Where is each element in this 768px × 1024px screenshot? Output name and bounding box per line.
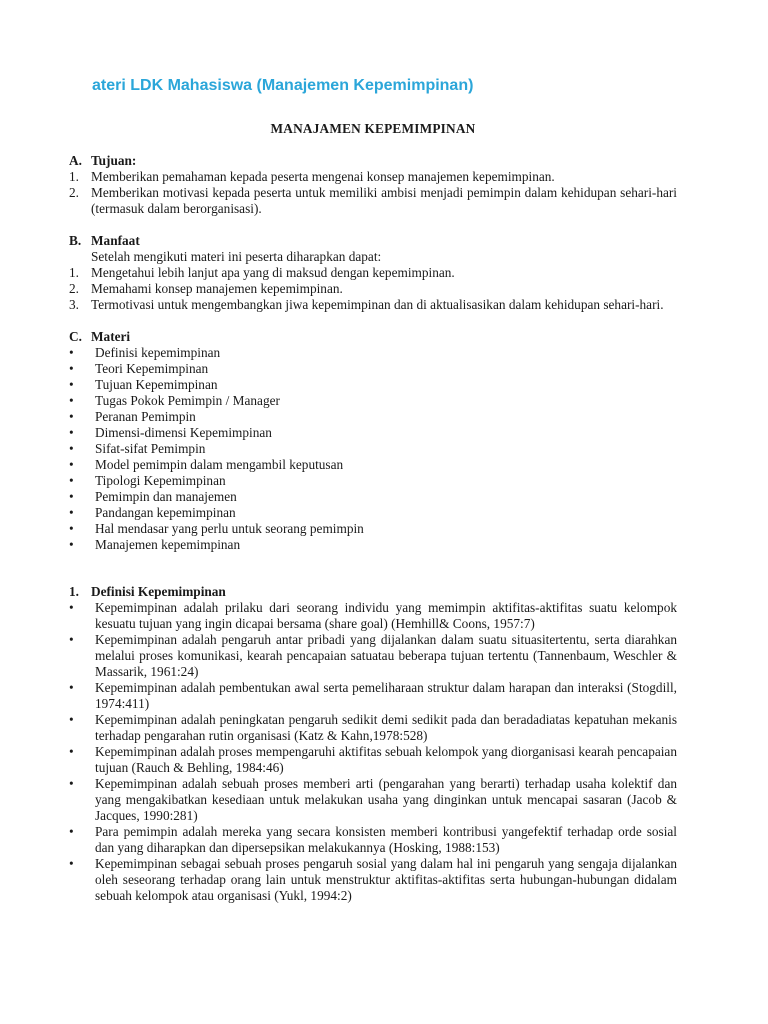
definition-text: Kepemimpinan adalah peningkatan pengaruh sedikit demi sedikit pada dan beradadiatas kepatuhan mekanis terhadap pengarahan rutin organisasi (Katz & Kahn,1978:528) xyxy=(95,712,677,743)
list-text: Teori Kepemimpinan xyxy=(95,361,209,376)
section-c-list xyxy=(69,345,677,553)
list-item xyxy=(69,169,677,185)
list-text: Definisi kepemimpinan xyxy=(95,345,221,360)
list-item xyxy=(69,521,677,537)
list-item xyxy=(69,297,677,313)
section-a-list xyxy=(69,169,677,217)
section-c-heading xyxy=(69,329,677,345)
list-item xyxy=(69,361,677,377)
list-text: Dimensi-dimensi Kepemimpinan xyxy=(95,425,272,440)
list-item xyxy=(69,265,677,281)
definition-text: Kepemimpinan adalah pengaruh antar pribadi yang dijalankan dalam suatu situasitertentu, serta diarahkan melalui proses komunikasi, kearah pencapaian satuatau beberapa tujuan tertentu (Tannenbaum, Weschler & Massarik, 1961:24) xyxy=(95,632,677,679)
section-a-heading xyxy=(69,153,677,169)
list-item xyxy=(69,505,677,521)
bullet-icon: • xyxy=(69,537,74,552)
bullet-icon: • xyxy=(69,345,74,360)
list-item xyxy=(69,281,677,297)
document-title: MANAJAMEN KEPEMIMPINAN xyxy=(270,121,476,136)
bullet-icon: • xyxy=(69,521,74,536)
list-text: Termotivasi untuk mengembangkan jiwa kepemimpinan dan di aktualisasikan dalam kehidupan sehari-hari. xyxy=(91,297,664,312)
definition-item xyxy=(69,824,677,856)
list-number: 2. xyxy=(69,185,79,200)
section-b-heading xyxy=(69,233,677,249)
definition-text: Para pemimpin adalah mereka yang secara konsisten memberi kontribusi yangefektif terhadap orde sosial dan yang diharapkan dan dipersepsikan melakukannya (Hosking, 1988:153) xyxy=(95,824,677,855)
bullet-icon: • xyxy=(69,776,74,791)
definition-text: Kepemimpinan adalah pembentukan awal serta pemeliharaan struktur dalam harapan dan interaksi (Stogdill, 1974:411) xyxy=(95,680,677,711)
list-item xyxy=(69,377,677,393)
section-c-title: Materi xyxy=(91,329,131,344)
bullet-icon: • xyxy=(69,393,74,408)
definition-item xyxy=(69,632,677,680)
section-a-marker: A. xyxy=(69,153,82,168)
section-b-marker: B. xyxy=(69,233,82,248)
section-c-marker: C. xyxy=(69,329,82,344)
list-text: Tipologi Kepemimpinan xyxy=(95,473,226,488)
bullet-icon: • xyxy=(69,744,74,759)
list-text: Pemimpin dan manajemen xyxy=(95,489,237,504)
section-b-list xyxy=(69,265,677,313)
list-number: 2. xyxy=(69,281,79,296)
list-text: Manajemen kepemimpinan xyxy=(95,537,241,552)
bullet-icon: • xyxy=(69,600,74,615)
definition-item xyxy=(69,680,677,712)
definition-text: Kepemimpinan sebagai sebuah proses pengaruh sosial yang dalam hal ini pengaruh yang sengaja dijalankan oleh seseorang terhadap orang lain untuk menstruktur aktifitas-aktifitas serta hubungan-hubungan didalam sebuah kelompok atau organisasi (Yukl, 1994:2) xyxy=(95,856,677,903)
definition-item xyxy=(69,712,677,744)
definition-item xyxy=(69,856,677,904)
list-item xyxy=(69,473,677,489)
list-text: Mengetahui lebih lanjut apa yang di maksud dengan kepemimpinan. xyxy=(91,265,455,280)
section-1-heading xyxy=(69,584,677,600)
list-text: Tujuan Kepemimpinan xyxy=(95,377,218,392)
bullet-icon: • xyxy=(69,409,74,424)
bullet-icon: • xyxy=(69,712,74,727)
definition-item xyxy=(69,744,677,776)
section-a-title: Tujuan: xyxy=(91,153,137,168)
list-item xyxy=(69,185,677,217)
list-item xyxy=(69,425,677,441)
bullet-icon: • xyxy=(69,425,74,440)
list-text: Sifat-sifat Pemimpin xyxy=(95,441,206,456)
definition-item xyxy=(69,600,677,632)
definition-text: Kepemimpinan adalah sebuah proses memberi arti (pengarahan yang berarti) terhadap usaha kolektif dan yang mengakibatkan kesediaan untuk melakukan usaha yang dinginkan untuk mencapai sasaran (Jacob & Jacques, 1990:281) xyxy=(95,776,677,823)
list-item xyxy=(69,489,677,505)
bullet-icon: • xyxy=(69,680,74,695)
bullet-icon: • xyxy=(69,441,74,456)
blog-post-title: ateri LDK Mahasiswa (Manajemen Kepemimpinan) xyxy=(92,77,474,94)
list-item xyxy=(69,393,677,409)
list-item xyxy=(69,441,677,457)
bullet-icon: • xyxy=(69,361,74,376)
bullet-icon: • xyxy=(69,457,74,472)
list-text: Model pemimpin dalam mengambil keputusan xyxy=(95,457,344,472)
list-item xyxy=(69,457,677,473)
section-1-title: Definisi Kepemimpinan xyxy=(91,584,226,599)
definition-text: Kepemimpinan adalah prilaku dari seorang individu yang memimpin aktifitas-aktifitas suatu kelompok kesuatu tujuan yang ingin dicapai bersama (share goal) (Hemhill& Coons, 1957:7) xyxy=(95,600,677,631)
list-item xyxy=(69,409,677,425)
list-text: Memberikan motivasi kepada peserta untuk memiliki ambisi menjadi pemimpin dalam kehidupan sehari-hari (termasuk dalam berorganisasi). xyxy=(91,185,677,216)
bullet-icon: • xyxy=(69,489,74,504)
bullet-icon: • xyxy=(69,632,74,647)
definition-list xyxy=(69,600,677,904)
list-number: 1. xyxy=(69,265,79,280)
list-text: Memberikan pemahaman kepada peserta mengenai konsep manajemen kepemimpinan. xyxy=(91,169,555,184)
list-item xyxy=(69,345,677,361)
definition-text: Kepemimpinan adalah proses mempengaruhi aktifitas sebuah kelompok yang diorganisasi kearah pencapaian tujuan (Rauch & Behling, 1984:46) xyxy=(95,744,677,775)
definition-item xyxy=(69,776,677,824)
document-body xyxy=(69,121,677,904)
list-text: Tugas Pokok Pemimpin / Manager xyxy=(95,393,280,408)
bullet-icon: • xyxy=(69,856,74,871)
list-text: Memahami konsep manajemen kepemimpinan. xyxy=(91,281,343,296)
list-number: 3. xyxy=(69,297,79,312)
list-text: Pandangan kepemimpinan xyxy=(95,505,236,520)
bullet-icon: • xyxy=(69,505,74,520)
list-text: Peranan Pemimpin xyxy=(95,409,196,424)
section-1-marker: 1. xyxy=(69,584,79,599)
bullet-icon: • xyxy=(69,824,74,839)
bullet-icon: • xyxy=(69,473,74,488)
section-b-title: Manfaat xyxy=(91,233,140,248)
list-item xyxy=(69,537,677,553)
list-text: Hal mendasar yang perlu untuk seorang pemimpin xyxy=(95,521,364,536)
bullet-icon: • xyxy=(69,377,74,392)
list-number: 1. xyxy=(69,169,79,184)
section-b-intro: Setelah mengikuti materi ini peserta diharapkan dapat: xyxy=(91,249,382,264)
